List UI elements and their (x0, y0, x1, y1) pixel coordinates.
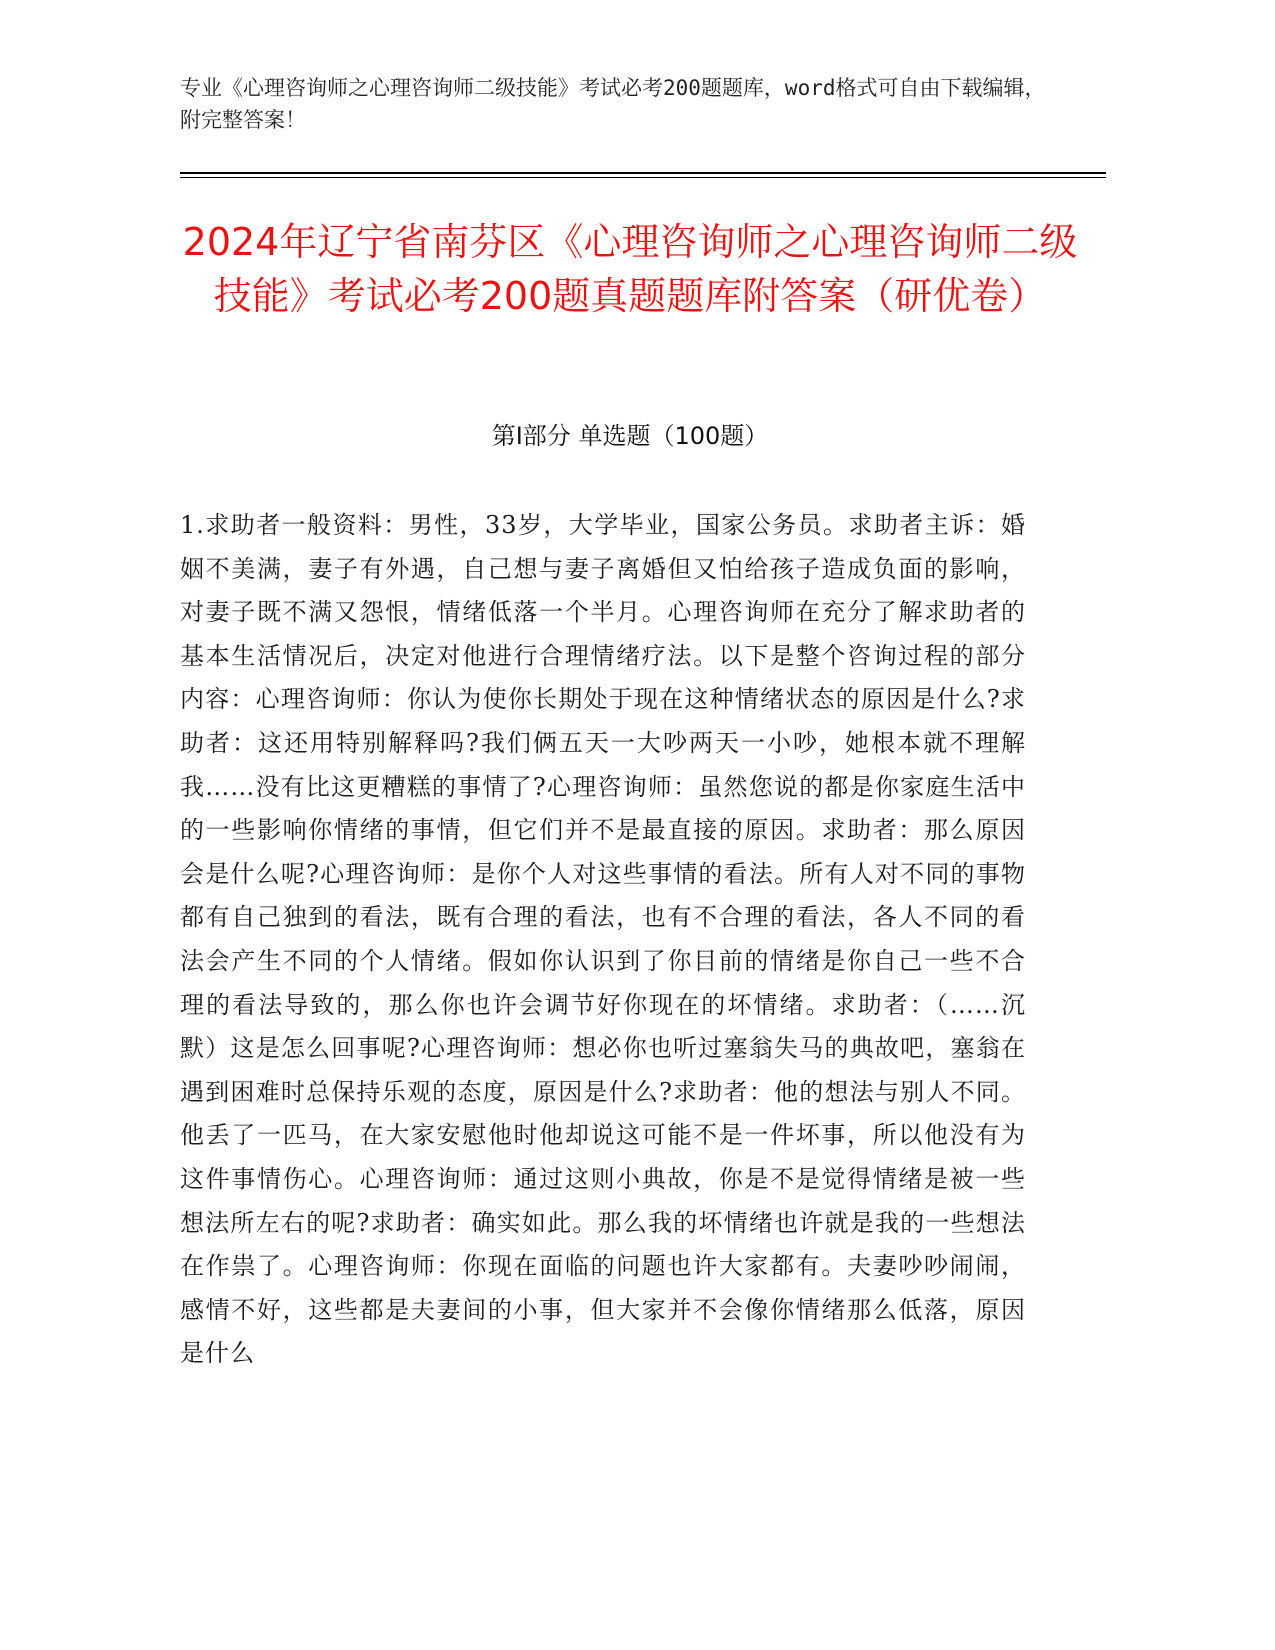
section-title: 第Ⅰ部分 单选题（100题） (491, 422, 769, 450)
header-divider-thick (180, 172, 1106, 174)
header-note: 专业《心理咨询师之心理咨询师二级技能》考试必考200题题库，word格式可自由下载编辑，附完整答案！ (180, 76, 1046, 132)
document-title: 2024年辽宁省南芬区《心理咨询师之心理咨询师二级技能》考试必考200题真题题库附答案（研优卷） (182, 220, 1078, 318)
question-1-text: 1.求助者一般资料：男性，33岁，大学毕业，国家公务员。求助者主诉：婚姻不美满，妻子有外遇，自己想与妻子离婚但又怕给孩子造成负面的影响，对妻子既不满又怨恨，情绪低落一个半月。心理咨询师在充分了解求助者的基本生活情况后，决定对他进行合理情绪疗法。以下是整个咨询过程的部分内容：心理咨询师：你认为使你长期处于现在这种情绪状态的原因是什么?求助者：这还用特别解释吗?我们俩五天一大吵两天一小吵，她根本就不理解我……没有比这更糟糕的事情了?心理咨询师：虽然您说的都是你家庭生活中的一些影响你情绪的事情，但它们并不是最直接的原因。求助者：那么原因会是什么呢?心理咨询师：是你个人对这些事情的看法。所有人对不同的事物都有自己独到的看法，既有合理的看法，也有不合理的看法，各人不同的看法会产生不同的个人情绪。假如你认识到了你目前的情绪是你自己一些不合理的看法导致的，那么你也许会调节好你现在的坏情绪。求助者：（……沉默）这是怎么回事呢?心理咨询师：想必你也听过塞翁失马的典故吧，塞翁在遇到困难时总保持乐观的态度，原因是什么?求助者：他的想法与别人不同。他丢了一匹马，在大家安慰他时他却说这可能不是一件坏事，所以他没有为这件事情伤心。心理咨询师：通过这则小典故，你是不是觉得情绪是被一些想法所左右的呢?求助者：确实如此。那么我的坏情绪也许就是我的一些想法在作祟了。心理咨询师：你现在面临的问题也许大家都有。夫妻吵吵闹闹，感情不好，这些都是夫妻间的小事，但大家并不会像你情绪那么低落，原因是什么 (180, 511, 1026, 1368)
header-divider-thin (180, 177, 1106, 178)
